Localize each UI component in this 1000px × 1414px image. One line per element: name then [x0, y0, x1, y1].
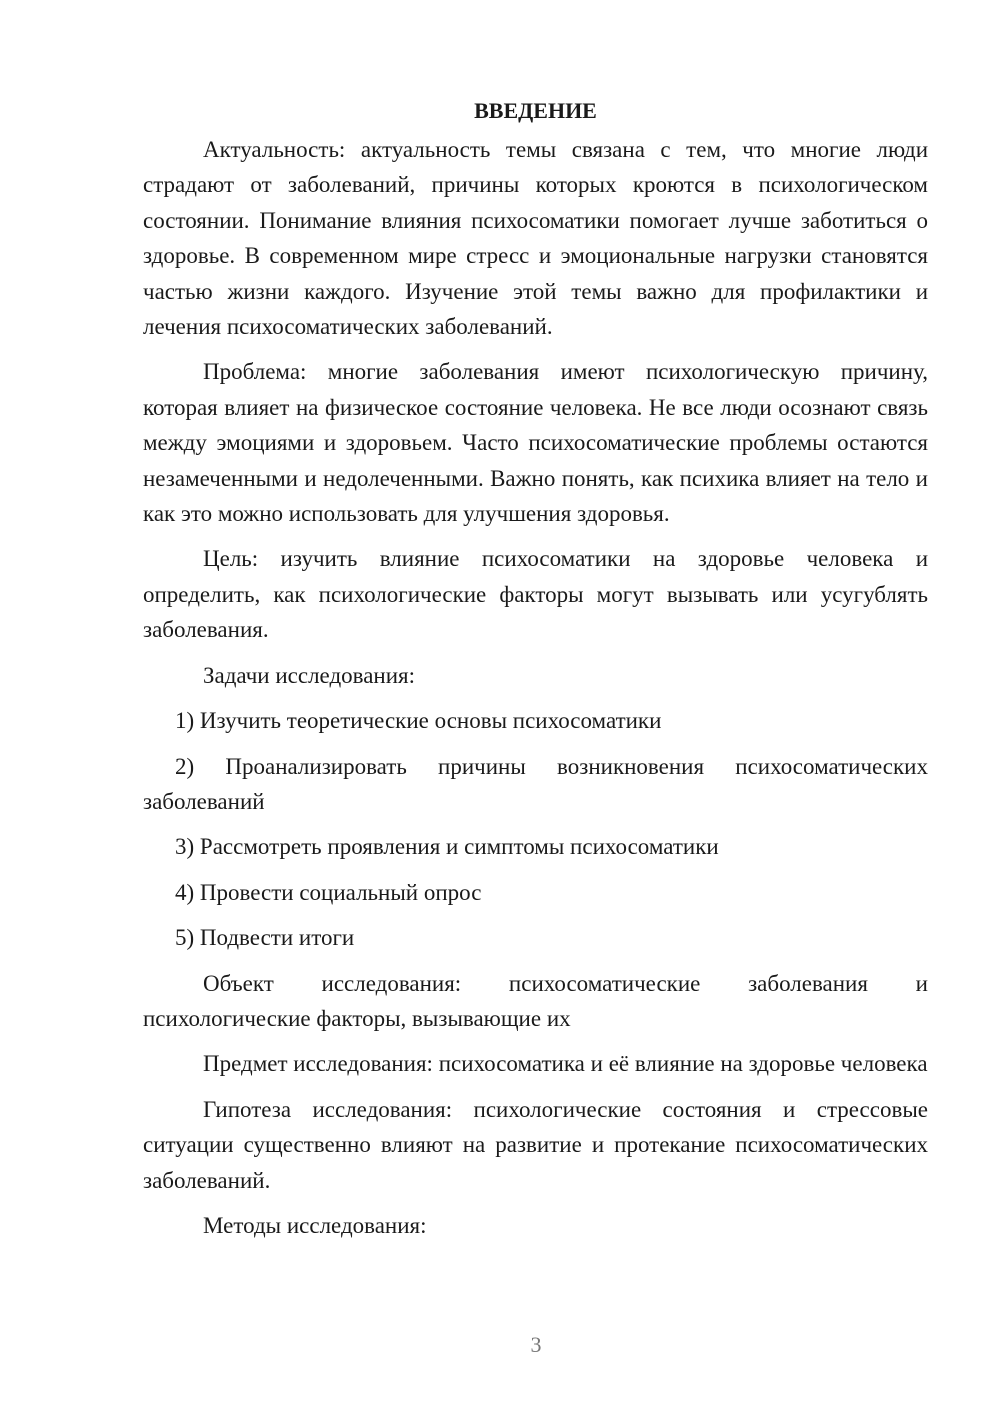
task-item: 4) Провести социальный опрос: [175, 879, 482, 905]
section-title: ВВЕДЕНИЕ: [474, 98, 597, 123]
task-item: 1) Изучить теоретические основы психосоматики: [175, 708, 662, 734]
goal-paragraph: Цель: изучить влияние психосоматики на здоровье человека и определить, как психологические факторы могут вызывать или усугублять заболевания.: [143, 546, 928, 643]
page-number: 3: [530, 1332, 542, 1357]
hypothesis-paragraph: Гипотеза исследования: психологические состояния и стрессовые ситуации существенно влияют на развитие и протекание психосоматических заболеваний.: [143, 1096, 928, 1193]
methods-heading: Методы исследования:: [203, 1212, 427, 1238]
problem-paragraph: Проблема: многие заболевания имеют психологическую причину, которая влияет на физическое состояние человека. Не все люди осознают связь между эмоциями и здоровьем. Часто психосоматические проблемы остаются незамеченными и недолеченными. Важно понять, как психика влияет на тело и как это можно использовать для улучшения здоровья.: [143, 359, 928, 527]
task-item: 5) Подвести итоги: [175, 925, 355, 951]
task-item: 2) Проанализировать причины возникновения психосоматических заболеваний: [143, 753, 928, 814]
document-body: [143, 94, 928, 1243]
relevance-paragraph: Актуальность: актуальность темы связана с тем, что многие люди страдают от заболеваний, причины которых кроются в психологическом состоянии. Понимание влияния психосоматики помогает лучше заботиться о здоровье. В современном мире стресс и эмоциональные нагрузки становятся частью жизни каждого. Изучение этой темы важно для профилактики и лечения психосоматических заболеваний.: [143, 137, 928, 340]
subject-paragraph: Предмет исследования: психосоматика и её влияние на здоровье человека: [203, 1051, 928, 1077]
task-item: 3) Рассмотреть проявления и симптомы психосоматики: [175, 834, 719, 860]
tasks-heading: Задачи исследования:: [203, 662, 416, 688]
object-paragraph: Объект исследования: психосоматические заболевания и психологические факторы, вызывающие их: [143, 970, 928, 1031]
